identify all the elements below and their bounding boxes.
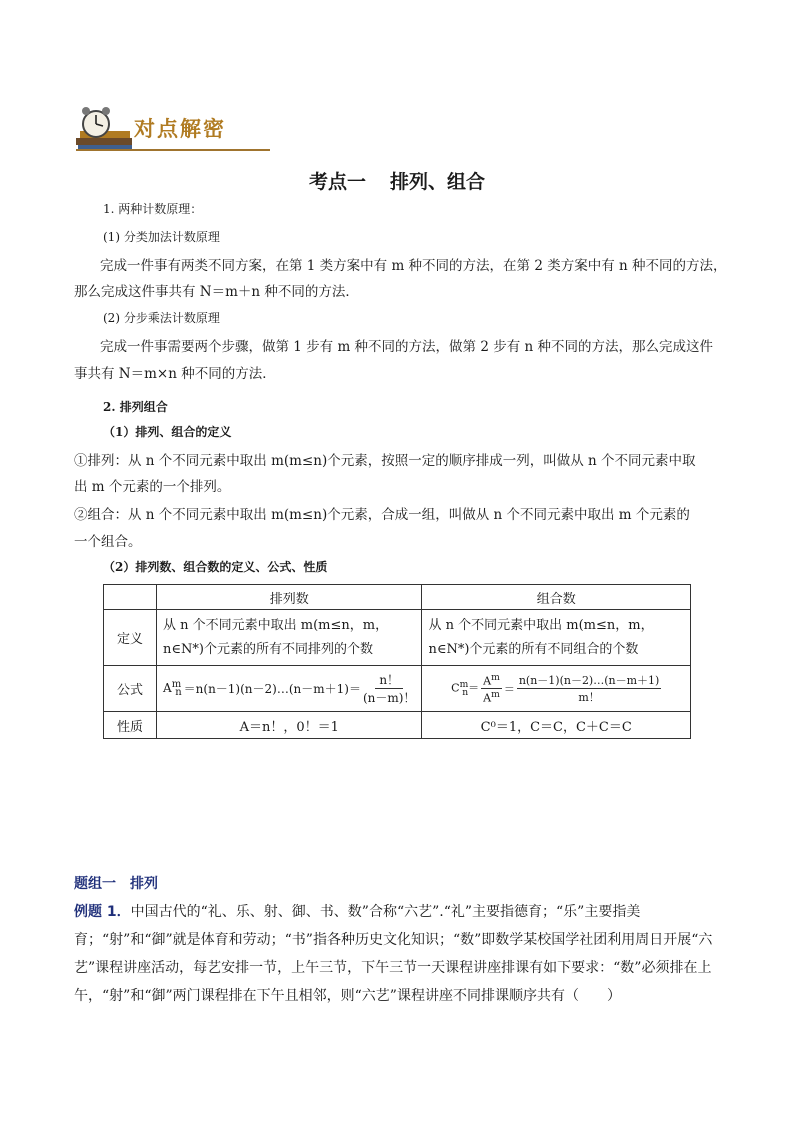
combination-def-line1: ②组合：从 n 个不同元素中取出 m(m≤n)个元素，合成一组，叫做从 n 个不同元素中取出 m 个元素的 [74,507,690,523]
perm-frac-num: n！ [375,671,403,689]
section2-sub2: （2）排列数、组合数的定义、公式、性质 [103,560,328,574]
perm-frac-den: (n－m)！ [362,691,416,705]
table-cell-permutation-formula: $A^m_n$ ＝n(n－1)(n－2)…(n－m＋1)＝ $\frac{n!}{(n-m)!}$ [157,666,422,712]
table-cell-permutation-property: A＝n！，0！＝1 [157,712,422,739]
table-corner [104,585,157,610]
comb-frac-num: $A^m$ [483,672,500,688]
formula-table [103,584,691,739]
section1-heading: 1. 两种计数原理： [103,202,203,216]
section2-heading: 2. 排列组合 [103,400,168,414]
permutation-def-line2: 出 m 个元素的一个排列。 [74,479,231,495]
perm-symbol: A [163,680,172,695]
permutation-def-line1: ①排列：从 n 个不同元素中取出 m(m≤n)个元素，按照一定的顺序排成一列，叫做从 n 个不同元素中取 [74,453,696,469]
example-label: 例题 1． [74,904,131,920]
comb-frac2-num: n(n－1)(n－2)…(n－m＋1) [518,674,660,687]
group-heading: 题组一 排列 [74,876,158,892]
table-cell-combination-property: C⁰＝1，C＝C，C＋C＝C [422,712,691,739]
comb-frac-den: $A^m$ [483,689,500,705]
logo-divider [76,149,270,151]
section1-sub2-line1: 完成一件事需要两个步骤，做第 1 步有 m 种不同的方法，做第 2 步有 n 种不同的方法，那么完成这件 [100,339,714,355]
table-cell-permutation-def: 从 n 个不同元素中取出 m(m≤n，m，n∈N*)个元素的所有不同排列的个数 [157,610,422,666]
table-row-label: 性质 [104,712,157,739]
page-title [0,167,794,194]
section1-sub1-line2: 那么完成这件事共有 N＝m＋n 种不同的方法． [74,284,359,300]
table-header-combination: 组合数 [422,585,691,610]
table-header-permutation: 排列数 [157,585,422,610]
table-row-label: 公式 [104,666,157,712]
table-row-label: 定义 [104,610,157,666]
title-part2: 排列、组合 [390,171,486,193]
section1-sub2-line2: 事共有 N＝m×n 种不同的方法． [74,366,276,382]
comb-symbol: C [451,681,460,695]
perm-product: ＝n(n－1)(n－2)…(n－m＋1)＝ [183,682,361,696]
comb-frac2-den: m！ [578,691,600,704]
example-1 [74,898,724,1010]
logo-text: 对点解密 [134,117,226,141]
title-part1: 考点一 [308,171,366,193]
table-cell-combination-def: 从 n 个不同元素中取出 m(m≤n，m，n∈N*)个元素的所有不同组合的个数 [422,610,691,666]
example-text: 中国古代的“礼、乐、射、御、书、数”合称“六艺”.“礼”主要指德育；“乐”主要指美育；“射”和“御”就是体育和劳动；“书”指各种历史文化知识；“数”即数学某校国学社团利用周日开展“六艺”课程讲座活动，每艺安排一节，上午三节，下午三节一天课程讲座排课有如下要求：“数”必须排在上午，“射”和“御”两门课程排在下午且相邻，则“六艺”课程讲座不同排课顺序共有（ ） [74,904,713,1004]
table-cell-combination-formula: $C^m_n=$ $\frac{A^m}{A^m}$ ＝ $\frac{n(n-1)(n-2)\dots(n-m+1)}{m!}$ [422,666,691,712]
combination-def-line2: 一个组合。 [74,534,142,550]
section1-sub2: (2) 分步乘法计数原理 [103,311,220,325]
section1-sub1-line1: 完成一件事有两类不同方案，在第 1 类方案中有 m 种不同的方法，在第 2 类方案中有 n 种不同的方法， [100,258,727,274]
section1-sub1: (1) 分类加法计数原理 [103,230,220,244]
section2-sub1: （1）排列、组合的定义 [103,425,232,439]
